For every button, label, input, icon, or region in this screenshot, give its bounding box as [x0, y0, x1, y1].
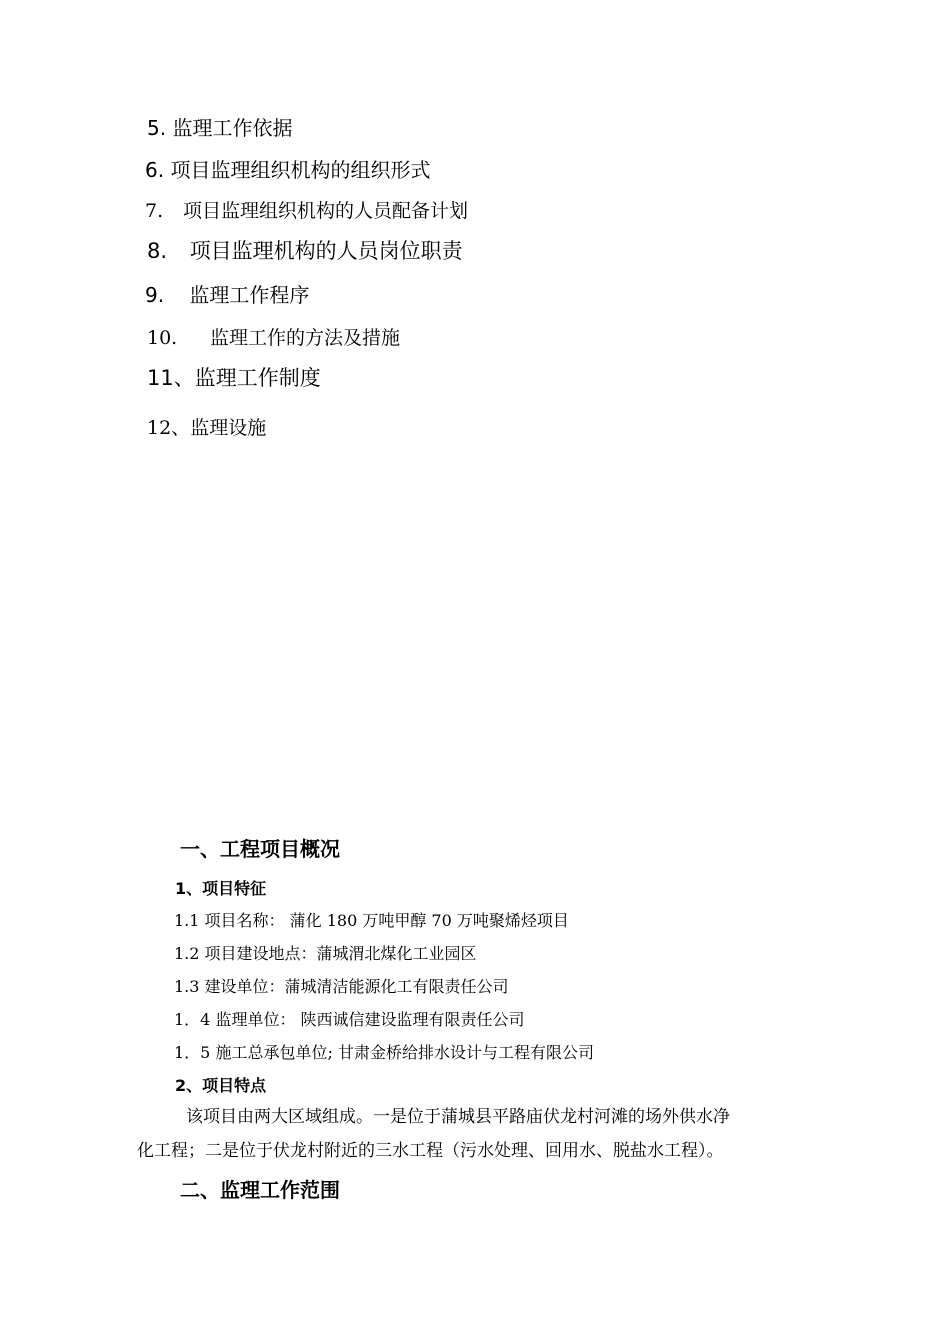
- subsection-heading-project-characteristics: 2、项目特点: [175, 1076, 267, 1095]
- toc-item-number: 12、: [147, 417, 191, 439]
- toc-item-text: 监理工作制度: [194, 366, 321, 390]
- item-number: 1．5: [174, 1043, 211, 1062]
- toc-item-7: [145, 202, 468, 221]
- feature-item-location: [174, 946, 477, 962]
- toc-item-number: 6.: [145, 158, 165, 182]
- paragraph-line: 化工程；二是位于伏龙村附近的三水工程（污水处理、回用水、脱盐水工程）。: [137, 1141, 724, 1161]
- feature-item-project-name: [174, 913, 569, 929]
- item-text: 施工总承包单位; 甘肃金桥给排水设计与工程有限公司: [210, 1043, 594, 1062]
- feature-item-owner: [174, 979, 509, 995]
- toc-item-number: 10.: [147, 327, 178, 349]
- item-number: 1.2: [174, 944, 200, 963]
- subsection-heading-project-features: 1、项目特征: [175, 879, 267, 898]
- feature-item-supervisor: [174, 1012, 525, 1028]
- item-number: 1.1: [174, 911, 200, 930]
- toc-item-text: 项目监理组织机构的组织形式: [170, 158, 431, 182]
- toc-item-text: 项目监理机构的人员岗位职责: [189, 239, 463, 263]
- toc-item-12: [147, 419, 266, 438]
- toc-item-text: 监理设施: [190, 417, 267, 439]
- toc-item-number: 7.: [145, 200, 164, 222]
- item-text: 项目名称： 蒲化 180 万吨甲醇 70 万吨聚烯烃项目: [199, 911, 569, 930]
- item-number: 1.3: [174, 977, 200, 996]
- item-number: 1．4: [174, 1010, 211, 1029]
- toc-item-number: 11、: [147, 366, 195, 390]
- feature-item-contractor: [174, 1045, 594, 1061]
- toc-item-text: 监理工作依据: [172, 116, 293, 140]
- toc-item-text: 项目监理组织机构的人员配备计划: [183, 200, 469, 222]
- toc-item-11: [147, 368, 321, 389]
- toc-item-5: [147, 118, 292, 138]
- section-heading-supervision-scope: 二、监理工作范围: [180, 1178, 340, 1202]
- paragraph-line: 该项目由两大区域组成。一是位于蒲城县平路庙伏龙村河滩的场外供水净: [186, 1107, 730, 1127]
- section-heading-project-overview: 一、工程项目概况: [180, 837, 340, 861]
- toc-item-9: [145, 285, 309, 305]
- item-text: 建设单位：蒲城清洁能源化工有限责任公司: [199, 977, 509, 996]
- toc-item-10: [147, 329, 400, 348]
- toc-item-6: [145, 160, 430, 180]
- toc-item-number: 5.: [147, 116, 167, 140]
- toc-item-8: [147, 241, 463, 262]
- toc-item-number: 9.: [145, 283, 165, 307]
- item-text: 项目建设地点：蒲城渭北煤化工业园区: [199, 944, 477, 963]
- toc-item-text: 监理工作的方法及措施: [210, 327, 401, 349]
- item-text: 监理单位： 陕西诚信建设监理有限责任公司: [210, 1010, 525, 1029]
- toc-item-text: 监理工作程序: [189, 283, 310, 307]
- toc-item-number: 8.: [147, 239, 168, 263]
